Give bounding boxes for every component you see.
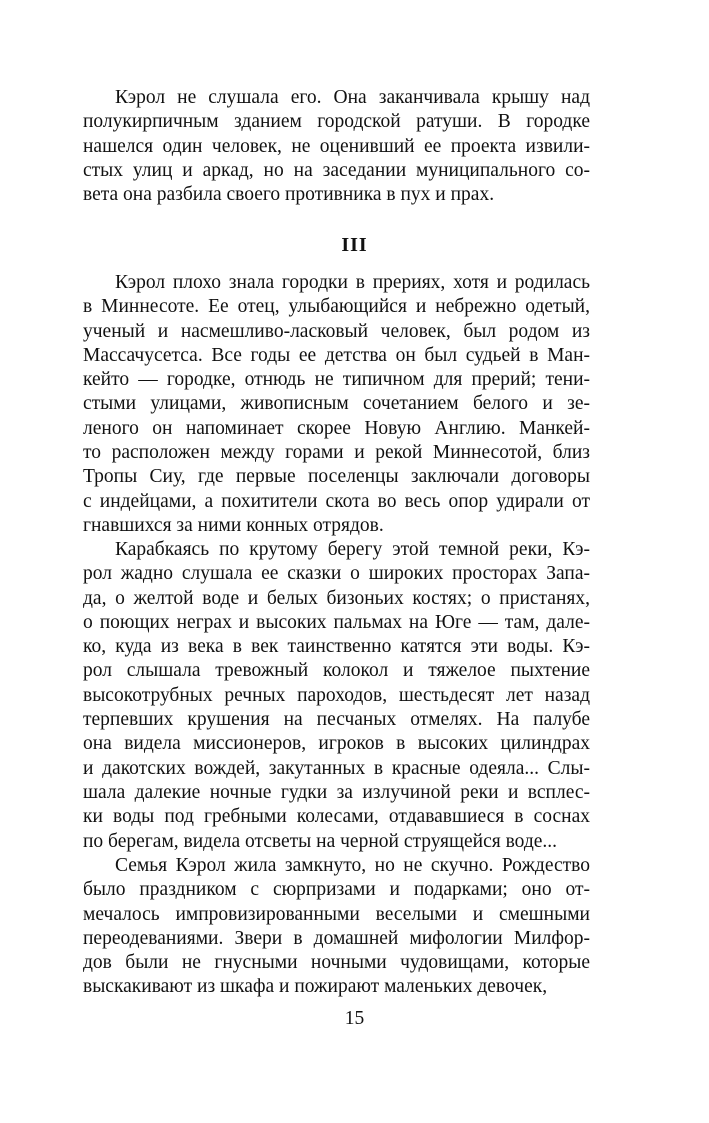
text-line: дов были не гнусными ночными чудовищами, которые	[83, 952, 590, 974]
text-line: рол жадно слушала ее сказки о широких просторах Запа-	[83, 563, 590, 585]
text-line: ки воды под гребными колесами, отдававшиеся в соснах	[83, 806, 590, 828]
paragraph	[83, 86, 590, 207]
text-line: вета она разбила своего противника в пух и прах.	[83, 184, 495, 206]
text-line: нашелся один человек, не оценивший ее проекта извили-	[83, 135, 590, 157]
text-line: выскакивают из шкафа и пожирают маленьких девочек,	[83, 976, 548, 998]
text-line: переодеваниями. Звери в домашней мифологии Милфор-	[83, 927, 590, 949]
text-line: Карабкаясь по крутому берегу этой темной реки, Кэ-	[115, 539, 590, 560]
text-line: то расположен между горами и рекой Миннесотой, близ	[83, 442, 590, 464]
text-line: Кэрол не слушала его. Она заканчивала крышу над	[115, 87, 590, 108]
paragraph	[83, 271, 590, 538]
text-line: мечалось импровизированными веселыми и смешными	[83, 903, 590, 925]
text-line: и дакотских вождей, закутанных в красные одеяла... Слы-	[83, 757, 590, 779]
paragraph	[83, 538, 590, 854]
text-line: Кэрол плохо знала городки в прериях, хотя и родилась	[115, 272, 590, 293]
text-line: стых улиц и аркад, но на заседании муниципального со-	[83, 159, 590, 181]
paragraph	[83, 854, 590, 1000]
text-line: Тропы Сиу, где первые поселенцы заключали договоры	[83, 466, 590, 488]
text-line: полукирпичным зданием городской ратуши. В городке	[83, 111, 590, 133]
text-line: стыми улицами, живописным сочетанием белого и зе-	[83, 393, 590, 415]
text-line: ученый и насмешливо-ласковый человек, был родом из	[83, 320, 590, 342]
text-line: с индейцами, а похитители скота во весь опор удирали от	[83, 490, 590, 512]
text-line: ко, куда из века в век таинственно катятся эти воды. Кэ-	[83, 636, 590, 658]
text-line: терпевших крушения на песчаных отмелях. На палубе	[83, 709, 590, 731]
text-line: Массачусетса. Все годы ее детства он был судьей в Ман-	[83, 344, 590, 366]
text-line: в Миннесоте. Ее отец, улыбающийся и небрежно одетый,	[83, 296, 590, 318]
text-line: она видела миссионеров, игроков в высоких цилиндрах	[83, 733, 590, 755]
text-line: леного он напоминает скорее Новую Англию. Манкей-	[83, 417, 590, 439]
text-line: гнавшихся за ними конных отрядов.	[83, 514, 384, 536]
text-line: да, о желтой воде и белых бизоньих костях; о пристанях,	[83, 587, 590, 609]
text-line: шала далекие ночные гудки за излучиной реки и всплес-	[83, 781, 590, 803]
text-line: было праздником с сюрпризами и подарками; оно от-	[83, 879, 590, 901]
text-line: кейто — городке, отнюдь не типичном для прерий; тени-	[83, 369, 590, 391]
text-line: Семья Кэрол жила замкнуто, но не скучно. Рождество	[115, 855, 590, 876]
text-line: по берегам, видела отсветы на черной струящейся воде...	[83, 830, 558, 852]
page-number: 15	[344, 1008, 365, 1029]
section-heading: III	[341, 234, 368, 256]
text-line: о поющих неграх и высоких пальмах на Юге — там, дале-	[83, 611, 590, 633]
text-line: высокотрубных речных пароходов, шестьдесят лет назад	[83, 684, 590, 706]
text-line: рол слышала тревожный колокол и тяжелое пыхтение	[83, 660, 590, 682]
